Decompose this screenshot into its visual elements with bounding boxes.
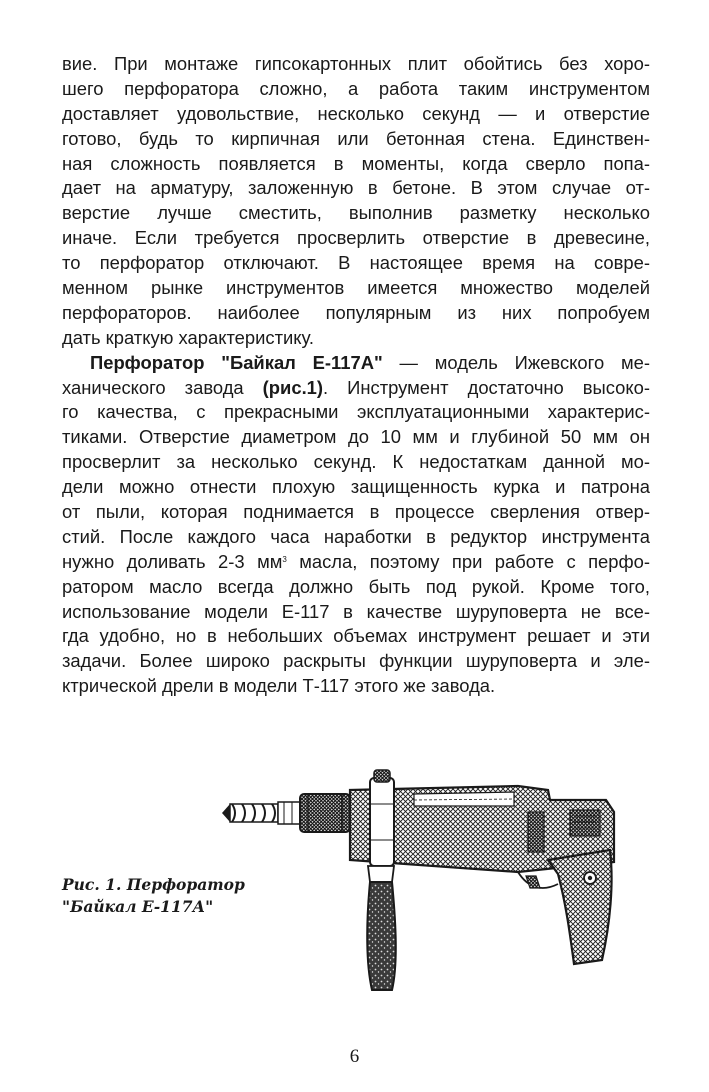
caption-line: Рис. 1. Перфоратор <box>62 875 245 894</box>
chuck <box>300 794 350 832</box>
side-handle-collar <box>370 770 394 866</box>
paragraph-2 <box>62 351 650 699</box>
text-line: дели можно отнести плохую защищенность курка и патрона <box>62 476 650 498</box>
text-line: дать краткую характеристику. <box>62 326 315 348</box>
text-run: ханического завода <box>62 376 263 398</box>
hammer-drill-illustration <box>218 764 638 1004</box>
figure-reference: (рис.1) <box>262 376 324 398</box>
page-number: 6 <box>349 1046 360 1067</box>
text-line: гда удобно, но в небольших объемах инструмент решает и эти <box>62 625 650 647</box>
text-line: использование модели Е-117 в качестве шуруповерта не все- <box>62 600 650 622</box>
text-line: иначе. Если требуется просверлить отверстие в древесине, <box>62 227 650 249</box>
text-line: доставляет удовольствие, несколько секунд — и отверстие <box>62 102 650 124</box>
text-line: задачи. Более широко раскрыты функции шуруповерта и эле- <box>62 650 650 672</box>
text-line: го качества, с прекрасными эксплуатационными характерис- <box>62 401 650 423</box>
text-line <box>62 351 650 376</box>
text-line: ная сложность появляется в моменты, когда сверло попа- <box>62 152 650 174</box>
text-line: перфораторов. наиболее популярным из них попробуем <box>62 301 650 323</box>
text-line: стий. После каждого часа наработки в редуктор инструмента <box>62 525 650 547</box>
drill-bit <box>222 802 300 824</box>
paragraph-1 <box>62 52 650 351</box>
text-line <box>62 550 650 575</box>
text-line <box>62 376 650 401</box>
text-run: масла, поэтому при работе с перфо- <box>286 550 650 572</box>
text-line: от пыли, которая поднимается в процессе сверления отвер- <box>62 501 650 523</box>
text-run: — модель Ижевского ме- <box>382 351 650 373</box>
text-line: готово, будь то кирпичная или бетонная стена. Единствен- <box>62 127 650 149</box>
text-line: просверлит за несколько секунд. К недостаткам данной мо- <box>62 451 650 473</box>
text-line: дает на арматуру, заложенную в бетоне. В этом случае от- <box>62 177 650 199</box>
hammer-drill-drawing <box>218 764 638 1004</box>
body-text <box>62 52 650 699</box>
text-line: то перфоратор отключают. В настоящее время на совре- <box>62 252 650 274</box>
model-name: Перфоратор "Байкал Е-117А" <box>90 351 383 373</box>
text-line: вие. При монтаже гипсокартонных плит обойтись без хоро- <box>62 53 650 74</box>
text-line: шего перфоратора сложно, а работа таким инструментом <box>62 77 650 99</box>
superscript: 3 <box>282 554 287 564</box>
side-handle <box>367 866 396 990</box>
text-run: нужно доливать 2-3 мм <box>62 550 283 572</box>
text-line: тиками. Отверстие диаметром до 10 мм и глубиной 50 мм он <box>62 426 650 448</box>
text-line: ратором масло всегда должно быть под рукой. Кроме того, <box>62 575 650 597</box>
text-run: . Инструмент достаточно высоко- <box>323 376 650 398</box>
text-line: ктрической дрели в модели Т-117 этого же завода. <box>62 675 496 697</box>
text-line: менном рынке инструментов имеется множество моделей <box>62 277 650 299</box>
text-line: верстие лучше сместить, выполнив разметку несколько <box>62 202 650 224</box>
caption-line: "Байкал Е-117А" <box>62 897 214 916</box>
